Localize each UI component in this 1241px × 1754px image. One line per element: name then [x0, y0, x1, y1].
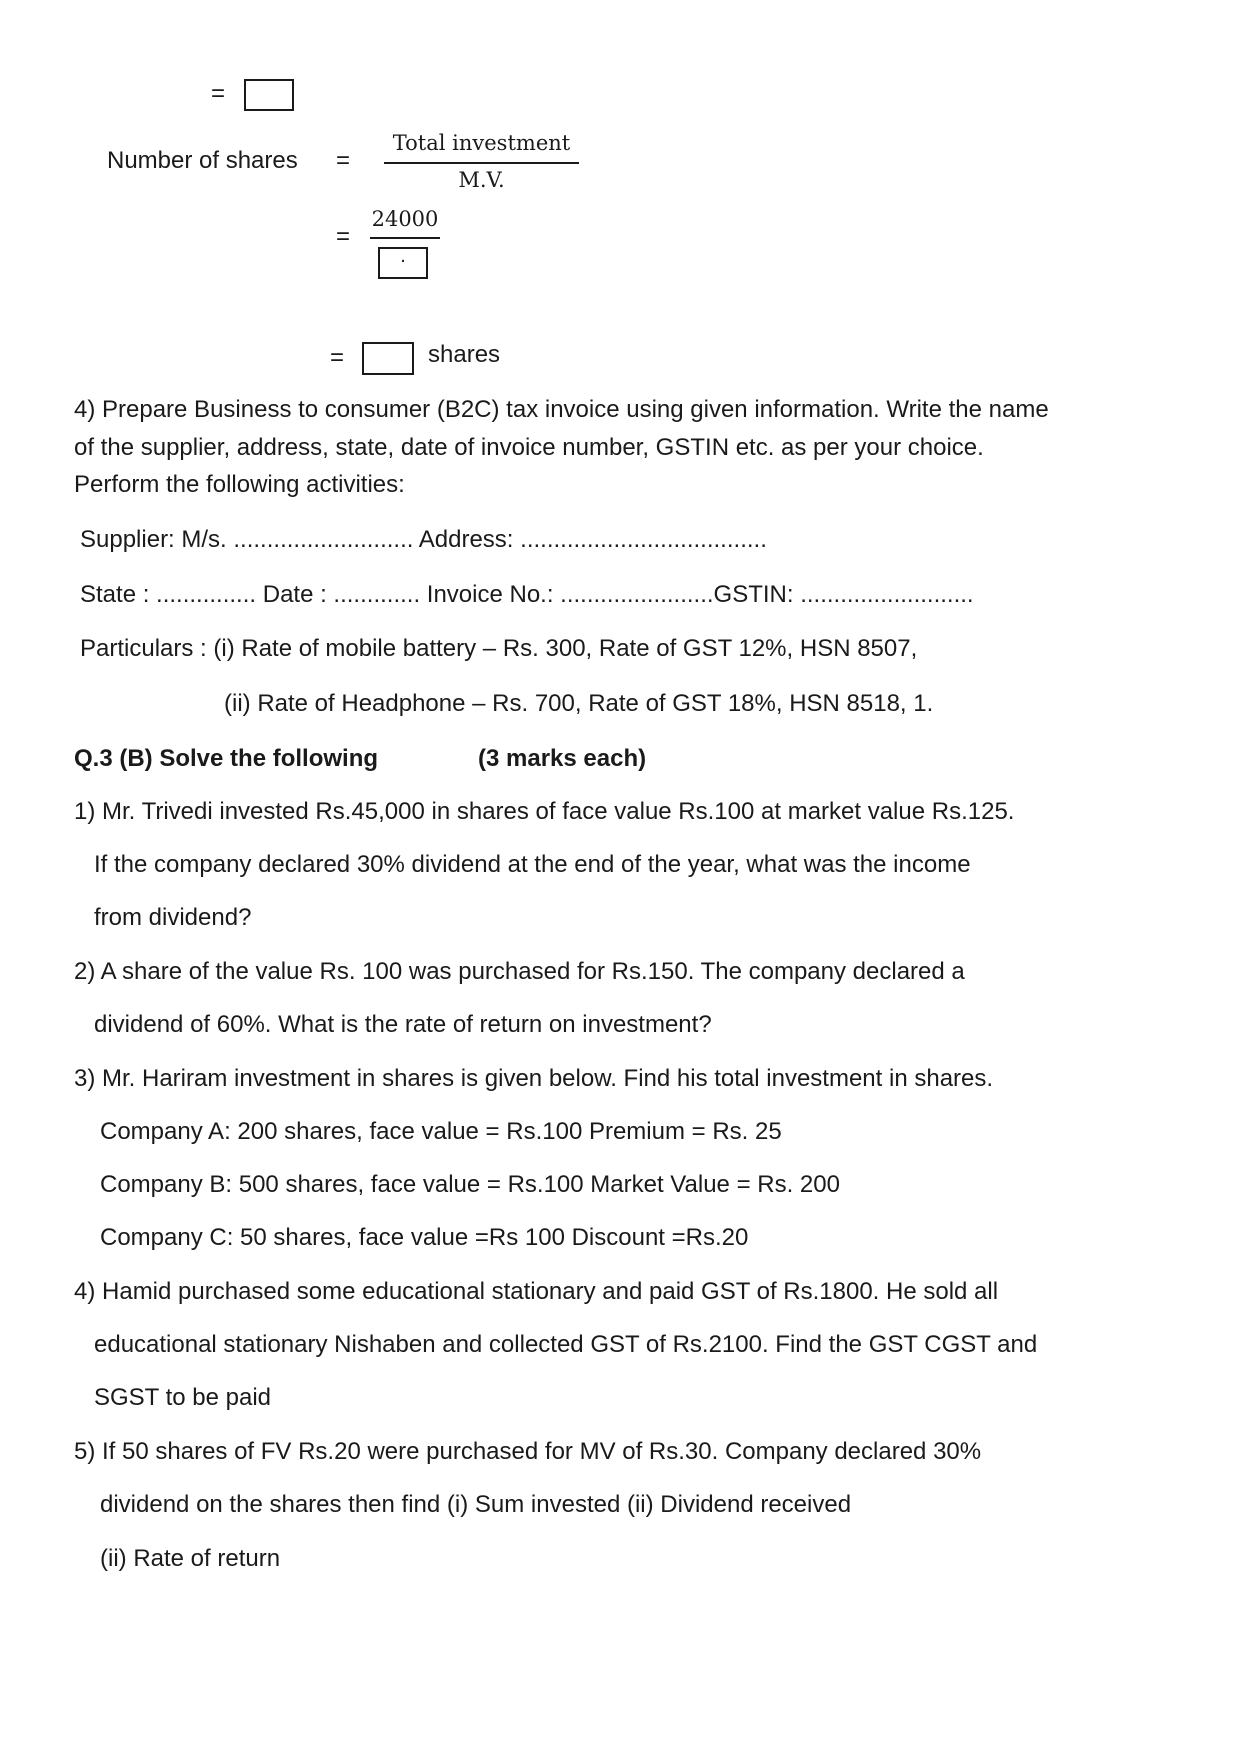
problem-5-line: 5) If 50 shares of FV Rs.20 were purchased for MV of Rs.30. Company declared 30%	[74, 1438, 982, 1465]
problem-4-line: SGST to be paid	[94, 1384, 271, 1411]
fraction-line	[384, 162, 579, 164]
shares-label: shares	[428, 341, 501, 368]
company-a-line: Company A: 200 shares, face value = Rs.100 Premium = Rs. 25	[100, 1118, 782, 1145]
problem-2-line: 2) A share of the value Rs. 100 was purchased for Rs.150. The company declared a	[74, 958, 965, 985]
fraction-numerator: 24000	[371, 207, 439, 231]
particulars-ii: (ii) Rate of Headphone – Rs. 700, Rate of GST 18%, HSN 8518, 1.	[224, 690, 934, 717]
fraction-line	[370, 237, 440, 239]
answer-box	[244, 79, 294, 111]
decimal-point: .	[400, 245, 406, 267]
problem-4-line: educational stationary Nishaben and collected GST of Rs.2100. Find the GST CGST and	[94, 1331, 1038, 1358]
number-of-shares-label: Number of shares	[107, 147, 298, 174]
problem-5-line: dividend on the shares then find (i) Sum invested (ii) Dividend received	[100, 1491, 852, 1518]
fraction-denominator: M.V.	[458, 168, 505, 192]
company-c-line: Company C: 50 shares, face value =Rs 100 Discount =Rs.20	[100, 1224, 749, 1251]
state-line: State : ............... Date : ............. Invoice No.: .......................GSTIN: ..........................	[80, 581, 974, 608]
problem-1-line: If the company declared 30% dividend at the end of the year, what was the income	[94, 851, 971, 878]
q4-text-line: of the supplier, address, state, date of invoice number, GSTIN etc. as per your choice.	[74, 434, 984, 461]
equals-sign: =	[211, 80, 226, 107]
equals-sign: =	[330, 344, 345, 371]
particulars-i: Particulars : (i) Rate of mobile battery – Rs. 300, Rate of GST 12%, HSN 8507,	[80, 635, 918, 662]
answer-box	[378, 247, 428, 279]
answer-box	[362, 342, 414, 375]
equals-sign: =	[336, 147, 351, 174]
problem-1-line: from dividend?	[94, 904, 252, 931]
marks-note: (3 marks each)	[478, 745, 647, 772]
supplier-line: Supplier: M/s. ........................... Address: .....................................	[80, 526, 767, 553]
equals-sign: =	[336, 223, 351, 250]
problem-2-line: dividend of 60%. What is the rate of return on investment?	[94, 1011, 712, 1038]
company-b-line: Company B: 500 shares, face value = Rs.100 Market Value = Rs. 200	[100, 1171, 840, 1198]
problem-4-line: 4) Hamid purchased some educational stationary and paid GST of Rs.1800. He sold all	[74, 1278, 999, 1305]
problem-1-line: 1) Mr. Trivedi invested Rs.45,000 in shares of face value Rs.100 at market value Rs.125.	[74, 798, 1015, 825]
section-heading: Q.3 (B) Solve the following	[74, 745, 379, 772]
q4-text-line: Perform the following activities:	[74, 471, 405, 498]
fraction-numerator: Total investment	[392, 131, 571, 155]
problem-3-line: 3) Mr. Hariram investment in shares is given below. Find his total investment in shares.	[74, 1065, 994, 1092]
q4-text-line: 4) Prepare Business to consumer (B2C) tax invoice using given information. Write the name	[74, 396, 1049, 423]
problem-5-line: (ii) Rate of return	[100, 1545, 281, 1572]
